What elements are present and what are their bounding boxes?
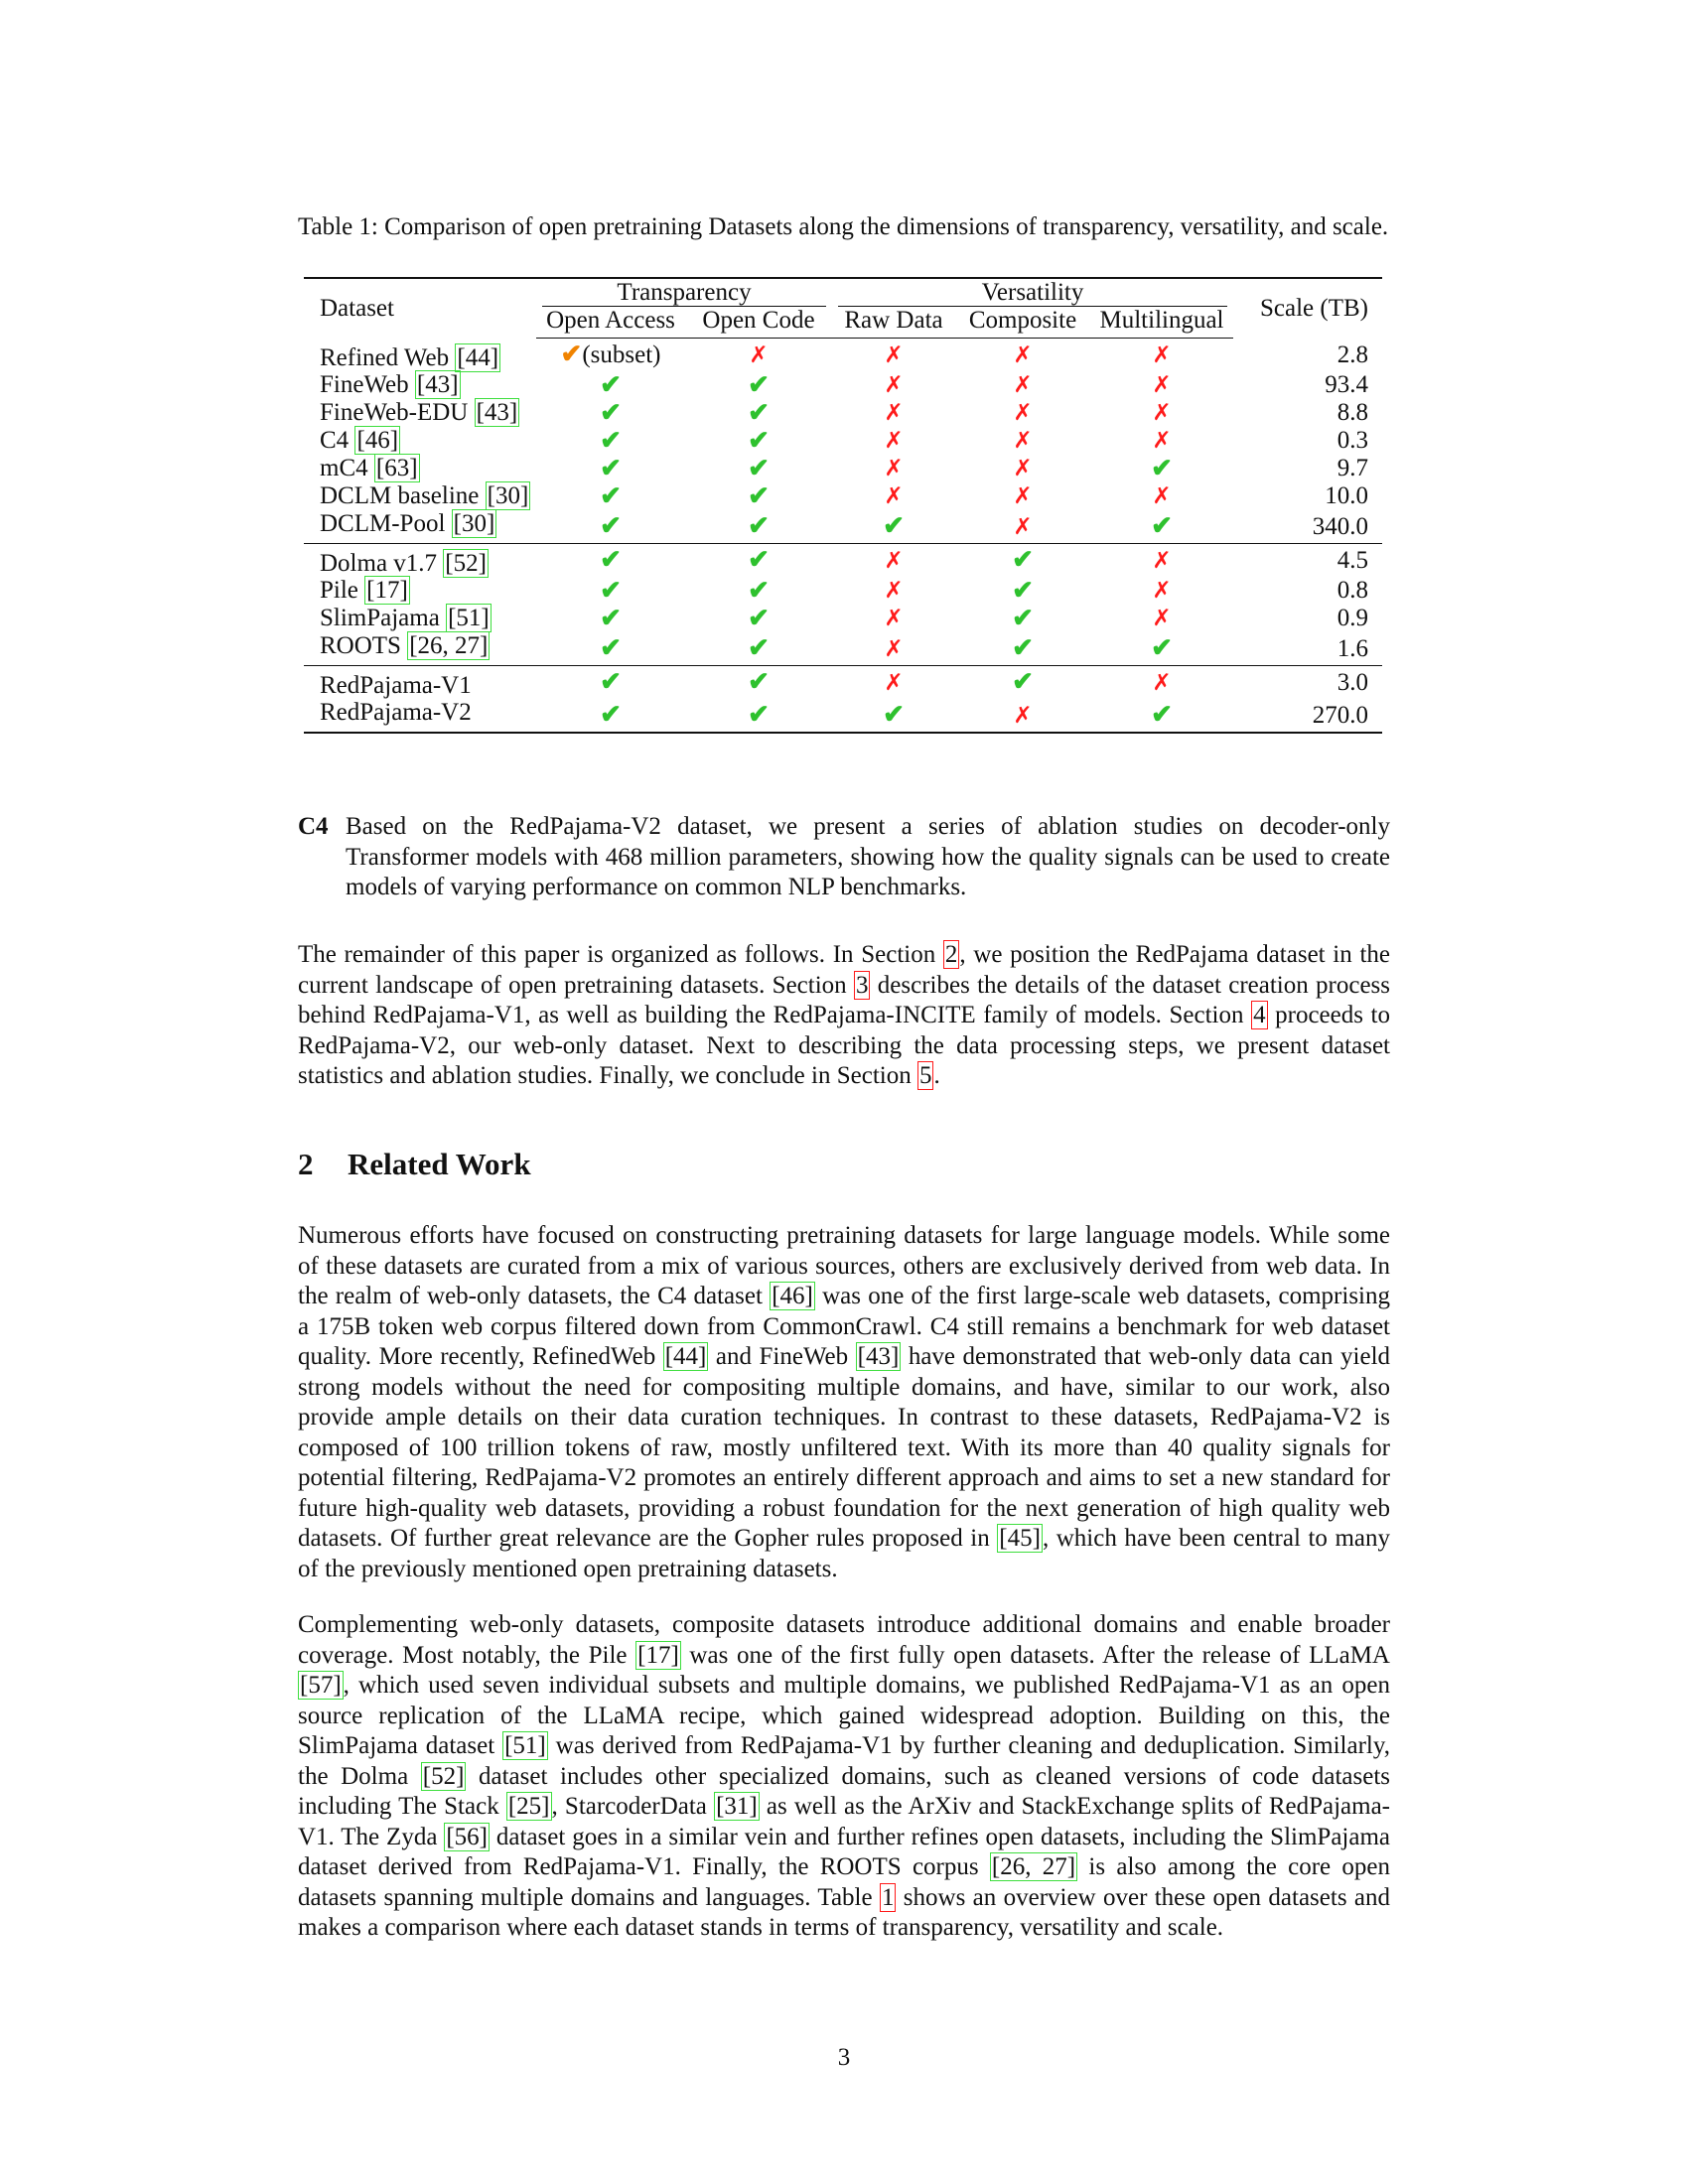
check-icon: ✔ <box>883 700 905 729</box>
col-dataset: Dataset <box>304 278 536 339</box>
table-row <box>304 510 1382 544</box>
citation-link[interactable]: [44] <box>664 1343 707 1370</box>
group-transparency: Transparency <box>542 279 826 307</box>
text-run: Numerous efforts have focused on constructing pretraining datasets for large language models. While some of these datasets are curated from a mix of various sources, others are exclusively derived from web data. In the realm of web-only datasets, the C4 dataset <box>298 1222 1390 1309</box>
scale-cell: 93.4 <box>1325 371 1368 398</box>
col-multilingual: Multilingual <box>1090 307 1233 339</box>
cell-composite <box>955 399 1090 427</box>
check-icon: ✔ <box>748 397 770 427</box>
check-icon: ✔ <box>600 667 622 696</box>
text-run: was derived from RedPajama-V1 by further cleaning and deduplication. Similarly, the Dolma <box>298 1732 1390 1790</box>
citation-link[interactable]: [51] <box>504 1732 546 1759</box>
cell-multilingual <box>1090 455 1233 482</box>
dataset-name-cell <box>304 699 536 733</box>
dataset-name: FineWeb <box>320 371 409 398</box>
dataset-name: ROOTS <box>320 631 401 659</box>
cross-reference-link[interactable]: 4 <box>1253 1002 1266 1028</box>
dataset-name: DCLM-Pool <box>320 509 446 537</box>
check-icon: ✔ <box>600 397 622 427</box>
cell-composite <box>955 339 1090 371</box>
cell-multilingual <box>1090 371 1233 399</box>
check-icon: ✔ <box>1012 633 1034 662</box>
dataset-name: RedPajama-V2 <box>320 698 472 726</box>
cell-composite <box>955 427 1090 455</box>
dataset-name: Pile <box>320 577 358 604</box>
cross-icon: ✗ <box>1152 547 1172 573</box>
cell-open-access <box>536 399 685 427</box>
cell-open-code <box>685 482 832 510</box>
cell-open-code <box>685 605 832 632</box>
check-icon: ✔ <box>748 480 770 510</box>
cell-open-code <box>685 577 832 605</box>
cell-raw-data <box>832 482 955 510</box>
cell-composite <box>955 482 1090 510</box>
dataset-name-cell <box>304 665 536 699</box>
cross-icon: ✗ <box>884 456 904 480</box>
cell-open-code <box>685 455 832 482</box>
table-row <box>304 455 1382 482</box>
table-row <box>304 339 1382 371</box>
citation-link[interactable]: [52] <box>422 1762 465 1790</box>
cell-raw-data <box>832 577 955 605</box>
scale-cell: 2.8 <box>1336 341 1368 368</box>
dataset-name-cell <box>304 543 536 577</box>
check-icon: ✔ <box>1012 667 1034 696</box>
check-icon: ✔ <box>600 453 622 482</box>
text-run: , StarcoderData <box>551 1793 715 1820</box>
dataset-name: RedPajama-V1 <box>320 671 472 699</box>
text-run: proceeds to RedPajama-V2, our web-only dataset. Next to describing the data processing steps, we present dataset statistics and ablation studies. Finally, we conclude in Section <box>298 1002 1390 1089</box>
cross-icon: ✗ <box>1152 341 1172 367</box>
check-icon: ✔ <box>748 369 770 399</box>
citation-link[interactable]: [43] <box>416 371 459 398</box>
cell-composite <box>955 699 1090 733</box>
scale-cell: 0.9 <box>1336 605 1368 631</box>
cross-icon: ✗ <box>884 635 904 661</box>
scale-cell: 1.6 <box>1336 634 1368 662</box>
check-icon: ✔ <box>748 700 770 729</box>
check-icon: ✔ <box>600 603 622 632</box>
cross-icon: ✗ <box>884 341 904 367</box>
scale-cell: 0.8 <box>1336 577 1368 604</box>
cross-reference-link[interactable]: 5 <box>918 1062 932 1089</box>
table-row <box>304 632 1382 666</box>
check-icon: ✔ <box>748 425 770 455</box>
scale-cell: 10.0 <box>1325 482 1368 509</box>
cell-open-access <box>536 371 685 399</box>
citation-link[interactable]: [17] <box>366 577 408 604</box>
citation-link[interactable]: [51] <box>448 605 490 631</box>
citation-link[interactable]: [43] <box>476 399 518 426</box>
text-run: as well as the ArXiv and StackExchange splits of RedPajama-V1. The Zyda <box>298 1793 1390 1850</box>
cross-icon: ✗ <box>884 578 904 603</box>
check-icon: ✔ <box>560 340 583 369</box>
citation-link[interactable]: [26, 27] <box>409 631 489 659</box>
cell-open-access <box>536 699 685 733</box>
citation-link[interactable]: [25] <box>507 1793 550 1820</box>
cell-composite <box>955 371 1090 399</box>
check-icon: ✔ <box>1012 575 1034 605</box>
cell-raw-data <box>832 427 955 455</box>
dataset-name: mC4 <box>320 455 368 481</box>
comparison-table <box>304 277 1382 734</box>
cross-icon: ✗ <box>884 547 904 573</box>
table-row <box>304 605 1382 632</box>
text-run: dataset goes in a similar vein and further refines open datasets, including the SlimPajama dataset derived from RedPajama-V1. Finally, the ROOTS corpus <box>298 1823 1390 1880</box>
cell-raw-data <box>832 371 955 399</box>
cell-multilingual <box>1090 510 1233 544</box>
scale-cell: 9.7 <box>1336 455 1368 481</box>
text-run: was one of the first large-scale web datasets, comprising a 175B token web corpus filtered down from CommonCrawl. C4 still remains a benchmark for web dataset quality. More recently, RefinedWeb <box>298 1283 1390 1370</box>
cross-icon: ✗ <box>1013 456 1033 480</box>
text-run: dataset includes other specialized domains, such as cleaned versions of code datasets including The Stack <box>298 1762 1390 1820</box>
table-caption: Table 1: Comparison of open pretraining Datasets along the dimensions of transparency, versatility, and scale. <box>298 213 1389 240</box>
citation-link[interactable]: [43] <box>857 1343 900 1370</box>
paragraph-related-web <box>298 1221 1390 1584</box>
dataset-name: Dolma v1.7 <box>320 549 438 577</box>
col-open-access: Open Access <box>536 307 685 339</box>
text-run: shows an overview over these open datasets and makes a comparison where each dataset stands in terms of transparency, versatility and scale. <box>298 1883 1390 1941</box>
cell-open-code <box>685 632 832 666</box>
dataset-name: Refined Web <box>320 343 450 371</box>
check-icon: ✔ <box>748 545 770 574</box>
text-run: The remainder of this paper is organized as follows. In Section <box>298 941 943 968</box>
cross-icon: ✗ <box>1152 483 1172 508</box>
citation-link[interactable]: [46] <box>356 427 399 454</box>
contribution-c4 <box>298 812 1390 903</box>
cell-open-access <box>536 577 685 605</box>
col-scale: Scale (TB) <box>1233 278 1382 339</box>
group-versatility: Versatility <box>838 279 1227 307</box>
scale-cell: 270.0 <box>1233 699 1382 733</box>
section-heading <box>298 1147 531 1181</box>
paragraph-organization <box>298 940 1390 1092</box>
text-run: describes the details of the dataset creation process behind RedPajama-V1, as well as building the RedPajama-INCITE family of models. Section <box>298 971 1391 1028</box>
col-composite: Composite <box>955 307 1090 339</box>
check-icon: ✔ <box>748 667 770 696</box>
citation-link[interactable]: [30] <box>453 509 495 537</box>
citation-link[interactable]: [52] <box>445 549 487 577</box>
dataset-name-cell <box>304 339 536 371</box>
text-run: was one of the first fully open datasets. After the release of LLaMA <box>680 1641 1390 1669</box>
dataset-name-cell <box>304 399 536 427</box>
check-icon: ✔ <box>748 603 770 632</box>
cell-open-access <box>536 665 685 699</box>
check-icon: ✔ <box>883 511 905 540</box>
page-number: 3 <box>837 2044 851 2071</box>
table-row <box>304 577 1382 605</box>
check-icon: ✔ <box>1012 603 1034 632</box>
cell-open-code <box>685 543 832 577</box>
cell-composite <box>955 577 1090 605</box>
table-row <box>304 482 1382 510</box>
cross-icon: ✗ <box>1013 483 1033 508</box>
scale-cell: 4.5 <box>1233 543 1382 577</box>
cell-multilingual <box>1090 605 1233 632</box>
text-run: , which have been central to many of the previously mentioned open pretraining datasets. <box>298 1525 1390 1582</box>
cross-reference-link[interactable]: 1 <box>881 1883 895 1911</box>
cell-raw-data <box>832 455 955 482</box>
cell-multilingual <box>1090 399 1233 427</box>
cell-composite <box>955 605 1090 632</box>
cell-composite <box>955 510 1090 544</box>
cell-open-code <box>685 427 832 455</box>
section-title: Related Work <box>348 1147 531 1181</box>
check-icon: ✔ <box>600 425 622 455</box>
cell-raw-data <box>832 665 955 699</box>
cross-icon: ✗ <box>1152 428 1172 453</box>
cell-open-access <box>536 482 685 510</box>
cross-icon: ✗ <box>1013 428 1033 453</box>
cross-reference-link[interactable]: 3 <box>855 971 869 999</box>
table-row <box>304 665 1382 699</box>
cell-raw-data <box>832 543 955 577</box>
cross-icon: ✗ <box>1152 372 1172 397</box>
table-row <box>304 399 1382 427</box>
check-icon: ✔ <box>1151 700 1173 729</box>
table-row <box>304 699 1382 733</box>
text-run: Complementing web-only datasets, composite datasets introduce additional domains and enable broader coverage. Most notably, the Pile <box>298 1611 1390 1669</box>
dataset-name-cell <box>304 427 536 455</box>
contribution-label: C4 <box>298 813 329 840</box>
check-icon: ✔ <box>1151 633 1173 662</box>
text-run: . <box>933 1062 940 1089</box>
cross-icon: ✗ <box>1013 702 1033 728</box>
cross-icon: ✗ <box>749 341 769 367</box>
cross-icon: ✗ <box>1013 372 1033 397</box>
cell-open-access <box>536 427 685 455</box>
check-icon: ✔ <box>748 511 770 540</box>
cell-open-code <box>685 371 832 399</box>
dataset-name-cell <box>304 510 536 544</box>
citation-link[interactable]: [31] <box>716 1793 758 1820</box>
cell-multilingual <box>1090 339 1233 371</box>
cross-icon: ✗ <box>884 606 904 630</box>
col-open-code: Open Code <box>685 307 832 339</box>
cell-open-code <box>685 399 832 427</box>
text-run: and FineWeb <box>708 1343 856 1370</box>
cross-icon: ✗ <box>1152 400 1172 425</box>
check-icon: ✔ <box>600 633 622 662</box>
check-icon: ✔ <box>1151 511 1173 540</box>
cell-raw-data <box>832 632 955 666</box>
cell-multilingual <box>1090 699 1233 733</box>
check-icon: ✔ <box>600 480 622 510</box>
scale-cell: 340.0 <box>1312 512 1368 540</box>
cross-icon: ✗ <box>1152 669 1172 695</box>
cell-raw-data <box>832 699 955 733</box>
cross-icon: ✗ <box>1152 578 1172 603</box>
table-row <box>304 427 1382 455</box>
cell-open-access <box>536 605 685 632</box>
check-icon: ✔ <box>1012 545 1034 574</box>
cell-multilingual <box>1090 665 1233 699</box>
cross-icon: ✗ <box>1152 606 1172 630</box>
citation-link[interactable]: [56] <box>446 1823 488 1850</box>
cell-multilingual <box>1090 427 1233 455</box>
cross-icon: ✗ <box>1013 341 1033 367</box>
check-icon: ✔ <box>748 453 770 482</box>
cross-icon: ✗ <box>884 400 904 425</box>
cell-open-code <box>685 665 832 699</box>
dataset-name-cell <box>304 482 536 510</box>
citation-link[interactable]: [45] <box>999 1525 1041 1552</box>
section-number: 2 <box>298 1147 314 1181</box>
cell-multilingual <box>1090 543 1233 577</box>
citation-link[interactable]: [17] <box>637 1641 679 1669</box>
dataset-name-cell <box>304 632 536 666</box>
paragraph-related-composite <box>298 1610 1390 1944</box>
check-icon: ✔ <box>748 633 770 662</box>
cell-raw-data <box>832 399 955 427</box>
dataset-name-cell <box>304 371 536 399</box>
cell-multilingual <box>1090 482 1233 510</box>
check-icon: ✔ <box>600 369 622 399</box>
cell-raw-data <box>832 605 955 632</box>
cell-raw-data <box>832 510 955 544</box>
check-icon: ✔ <box>748 575 770 605</box>
cell-open-access <box>536 543 685 577</box>
citation-link[interactable]: [44] <box>457 343 499 371</box>
cross-icon: ✗ <box>884 669 904 695</box>
check-icon: ✔ <box>600 575 622 605</box>
check-icon: ✔ <box>600 545 622 574</box>
cell-multilingual <box>1090 632 1233 666</box>
dataset-name-cell <box>304 605 536 632</box>
table-row <box>304 371 1382 399</box>
check-icon: ✔ <box>1151 453 1173 482</box>
cell-composite <box>955 543 1090 577</box>
cell-composite <box>955 632 1090 666</box>
cell-composite <box>955 455 1090 482</box>
check-icon: ✔ <box>600 511 622 540</box>
cell-open-access <box>536 510 685 544</box>
text-run: have demonstrated that web-only data can yield strong models without the need for compositing multiple domains, and have, similar to our work, also provide ample details on their data curation techniques. In contrast to these datasets, RedPajama-V2 is composed of 100 trillion tokens of raw, mostly unfiltered text. With its more than 40 quality signals for potential filtering, RedPajama-V2 promotes an entirely different approach and aims to set a new standard for future high-quality web datasets, providing a robust foundation for the next generation of high quality web datasets. Of further great relevance are the Gopher rules proposed in <box>298 1343 1391 1552</box>
cross-icon: ✗ <box>884 483 904 508</box>
scale-cell: 0.3 <box>1336 427 1368 454</box>
dataset-name-cell <box>304 577 536 605</box>
citation-link[interactable]: [63] <box>375 455 418 481</box>
cell-multilingual <box>1090 577 1233 605</box>
check-icon: ✔ <box>600 700 622 729</box>
cross-icon: ✗ <box>884 428 904 453</box>
scale-cell: 3.0 <box>1233 665 1382 699</box>
cross-icon: ✗ <box>1013 400 1033 425</box>
dataset-name-cell <box>304 455 536 482</box>
dataset-name: SlimPajama <box>320 605 440 631</box>
cell-composite <box>955 665 1090 699</box>
cell-open-code <box>685 699 832 733</box>
cell-open-code <box>685 510 832 544</box>
citation-link[interactable]: [30] <box>487 482 529 509</box>
dataset-name: C4 <box>320 427 350 454</box>
cell-open-access <box>536 455 685 482</box>
subset-note: (subset) <box>582 341 661 369</box>
cross-reference-link[interactable]: 2 <box>944 941 958 968</box>
cell-open-access <box>536 339 685 371</box>
cell-open-access <box>536 632 685 666</box>
col-raw-data: Raw Data <box>832 307 955 339</box>
text-run: , we position the RedPajama dataset in the current landscape of open pretraining datasets. Section <box>298 941 1390 999</box>
cell-raw-data <box>832 339 955 371</box>
dataset-name: FineWeb-EDU <box>320 399 469 426</box>
cell-open-code <box>685 339 832 371</box>
contribution-text: Based on the RedPajama-V2 dataset, we present a series of ablation studies on decoder-only Transformer models with 468 million parameters, showing how the quality signals can be used to create models of varying performance on common NLP benchmarks. <box>346 813 1390 900</box>
dataset-name: DCLM baseline <box>320 482 480 509</box>
text-run: is also among the core open datasets spanning multiple domains and languages. Table <box>298 1853 1390 1911</box>
citation-link[interactable]: [57] <box>300 1672 342 1699</box>
scale-cell: 8.8 <box>1336 399 1368 426</box>
text-run: , which used seven individual subsets and multiple domains, we published RedPajama-V1 as an open source replication of the LLaMA recipe, which gained widespread adoption. Building on this, the SlimPajama dataset <box>298 1672 1390 1759</box>
citation-link[interactable]: [46] <box>772 1283 813 1309</box>
table-row <box>304 543 1382 577</box>
citation-link[interactable]: [26, 27] <box>991 1853 1076 1880</box>
cross-icon: ✗ <box>1013 513 1033 539</box>
cross-icon: ✗ <box>884 372 904 397</box>
